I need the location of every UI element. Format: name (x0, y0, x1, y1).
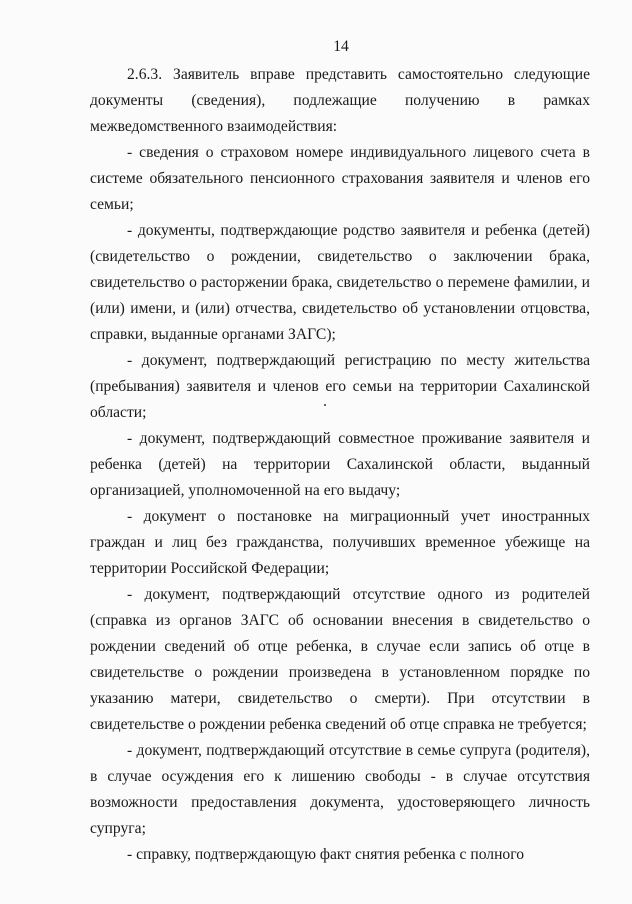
paragraph-item-snils: - сведения о страховом номере индивидуального лицевого счета в системе обязательного пенсионного страхования заявителя и членов его семьи; (90, 144, 590, 213)
scan-speck (324, 404, 326, 406)
paragraph-item-kinship-documents: - документы, подтверждающие родство заявителя и ребенка (детей) (свидетельство о рождении, свидетельство о заключении брака, свидетельство о расторжении брака, свидетельство о перемене фамилии, и (или) имени, и (или) отчества, свидетельство об установлении отцовства, справки, выданные органами ЗАГС); (90, 222, 590, 343)
paragraph-item-child-removal: - справку, подтверждающую факт снятия ребенка с полного (127, 846, 525, 863)
paragraph-item-cohabitation: - документ, подтверждающий совместное проживание заявителя и ребенка (детей) на территории Сахалинской области, выданный организацией, уполномоченной на его выдачу; (90, 430, 590, 499)
paragraph-item-spouse-absence: - документ, подтверждающий отсутствие в семье супруга (родителя), в случае осуждения его к лишению свободы - в случае отсутствия возможности предоставления документа, удостоверяющего личность супруга; (90, 742, 590, 837)
paragraph-item-migration: - документ о постановке на миграционный учет иностранных граждан и лиц без гражданства, получивших временное убежище на территории Российской Федерации; (90, 508, 590, 577)
paragraph-intro: 2.6.3. Заявитель вправе представить самостоятельно следующие документы (сведения), подлежащие получению в рамках межведомственного взаимодействия: (90, 66, 590, 135)
page-number: 14 (333, 38, 349, 55)
paragraph-item-parent-absence: - документ, подтверждающий отсутствие одного из родителей (справка из органов ЗАГС об основании внесения в свидетельство о рождении сведений об отце ребенка, в случае если запись об отце в свидетельстве о рождении произведена в установленном порядке по указанию матери, свидетельство о смерти). При отсутствии в свидетельстве о рождении ребенка сведений об отце справка не требуется; (90, 586, 590, 733)
paragraph-item-registration: - документ, подтверждающий регистрацию по месту жительства (пребывания) заявителя и членов его семьи на территории Сахалинской области; (90, 352, 590, 421)
